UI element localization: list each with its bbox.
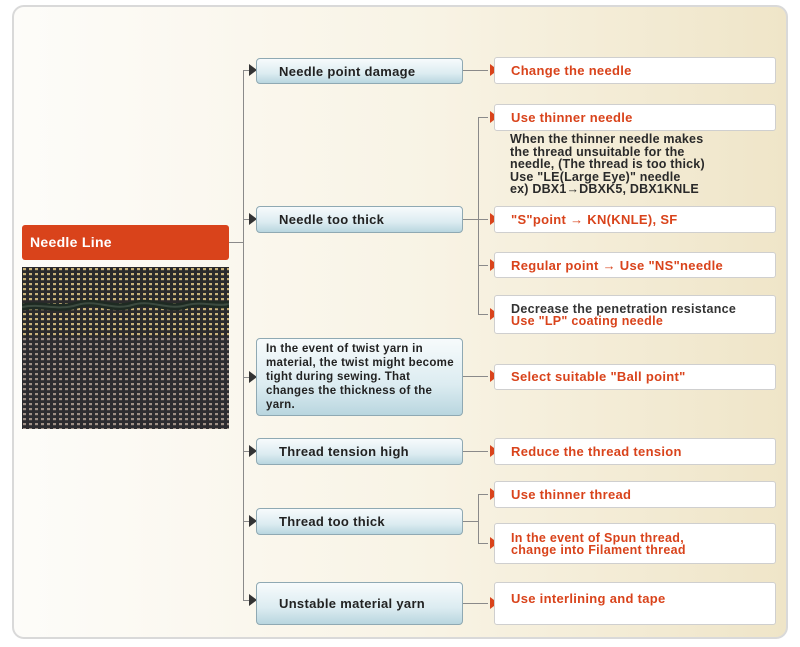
note-line: ex) DBX1→DBXK5, DBX1KNLE	[510, 182, 699, 197]
cause-label: Unstable material yarn	[279, 596, 426, 611]
solution-label: Use thinner needle	[511, 110, 633, 125]
solution-label: Reduce the thread tension	[511, 444, 682, 459]
solution-label: Use thinner thread	[511, 487, 632, 502]
note-line: Use "LE(Large Eye)" needle	[510, 169, 681, 184]
solution-label: Use "LP" coating needle	[511, 314, 664, 328]
connector-solution	[463, 451, 488, 452]
solution-label: change into Filament thread	[511, 543, 686, 557]
note-line: When the thinner needle makes	[510, 132, 704, 146]
cause-label: Needle point damage	[279, 63, 416, 79]
cause-unstable-material-yarn	[256, 582, 463, 625]
solution-label: Select suitable "Ball point"	[511, 369, 686, 384]
title-box: Needle Line	[22, 225, 229, 260]
fabric-photo	[22, 267, 229, 429]
solution-label: Change the needle	[511, 63, 632, 78]
cause-thread-tension-high	[256, 438, 463, 465]
solution-label: Use interlining and tape	[511, 591, 666, 606]
solution-s-point	[494, 206, 776, 233]
solution-ball-point	[494, 364, 776, 390]
connector-title	[229, 242, 244, 243]
solution-label: "S"point → KN(KNLE), SF	[511, 212, 678, 227]
note-line: the thread unsuitable for the	[510, 144, 685, 159]
connector-solution	[478, 494, 479, 544]
note-line: needle, (The thread is too thick)	[510, 157, 705, 172]
solution-penetration	[494, 295, 776, 334]
connector-solution	[463, 603, 488, 604]
connector-solution	[463, 376, 488, 377]
cause-needle-too-thick	[256, 206, 463, 233]
connector-solution	[463, 521, 479, 522]
solution-thinner-needle	[494, 104, 776, 131]
solution-label: Regular point → Use "NS"needle	[511, 257, 724, 273]
solution-spun-thread	[494, 523, 776, 564]
connector-solution	[478, 265, 488, 266]
connector-solution	[478, 494, 488, 495]
connector-solution	[478, 543, 488, 544]
cause-label: Thread too thick	[279, 514, 385, 529]
solution-label: Decrease the penetration resistance	[511, 302, 737, 316]
solution-interlining	[494, 582, 776, 625]
fabric-photo-icon	[22, 267, 229, 429]
cause-label: Thread tension high	[279, 444, 409, 459]
connector-solution	[478, 117, 488, 118]
solution-reduce-tension	[494, 438, 776, 465]
solution-label: In the event of Spun thread,	[511, 531, 684, 545]
solution-regular-point	[494, 252, 776, 278]
connector-solution	[478, 314, 488, 315]
solution-thinner-thread	[494, 481, 776, 508]
solution-change-needle	[494, 57, 776, 84]
cause-needle-point-damage	[256, 58, 463, 84]
thinner-needle-note	[510, 133, 770, 196]
cause-label: Needle too thick	[279, 212, 385, 227]
connector-solution	[478, 117, 479, 315]
connector-solution	[463, 70, 488, 71]
connector-solution	[463, 219, 488, 220]
cause-twist-yarn	[256, 338, 463, 416]
cause-label: In the event of twist yarn in material, the twist might become tight during sewing. That changes the thickness of the yarn.	[266, 343, 454, 411]
cause-thread-too-thick	[256, 508, 463, 535]
